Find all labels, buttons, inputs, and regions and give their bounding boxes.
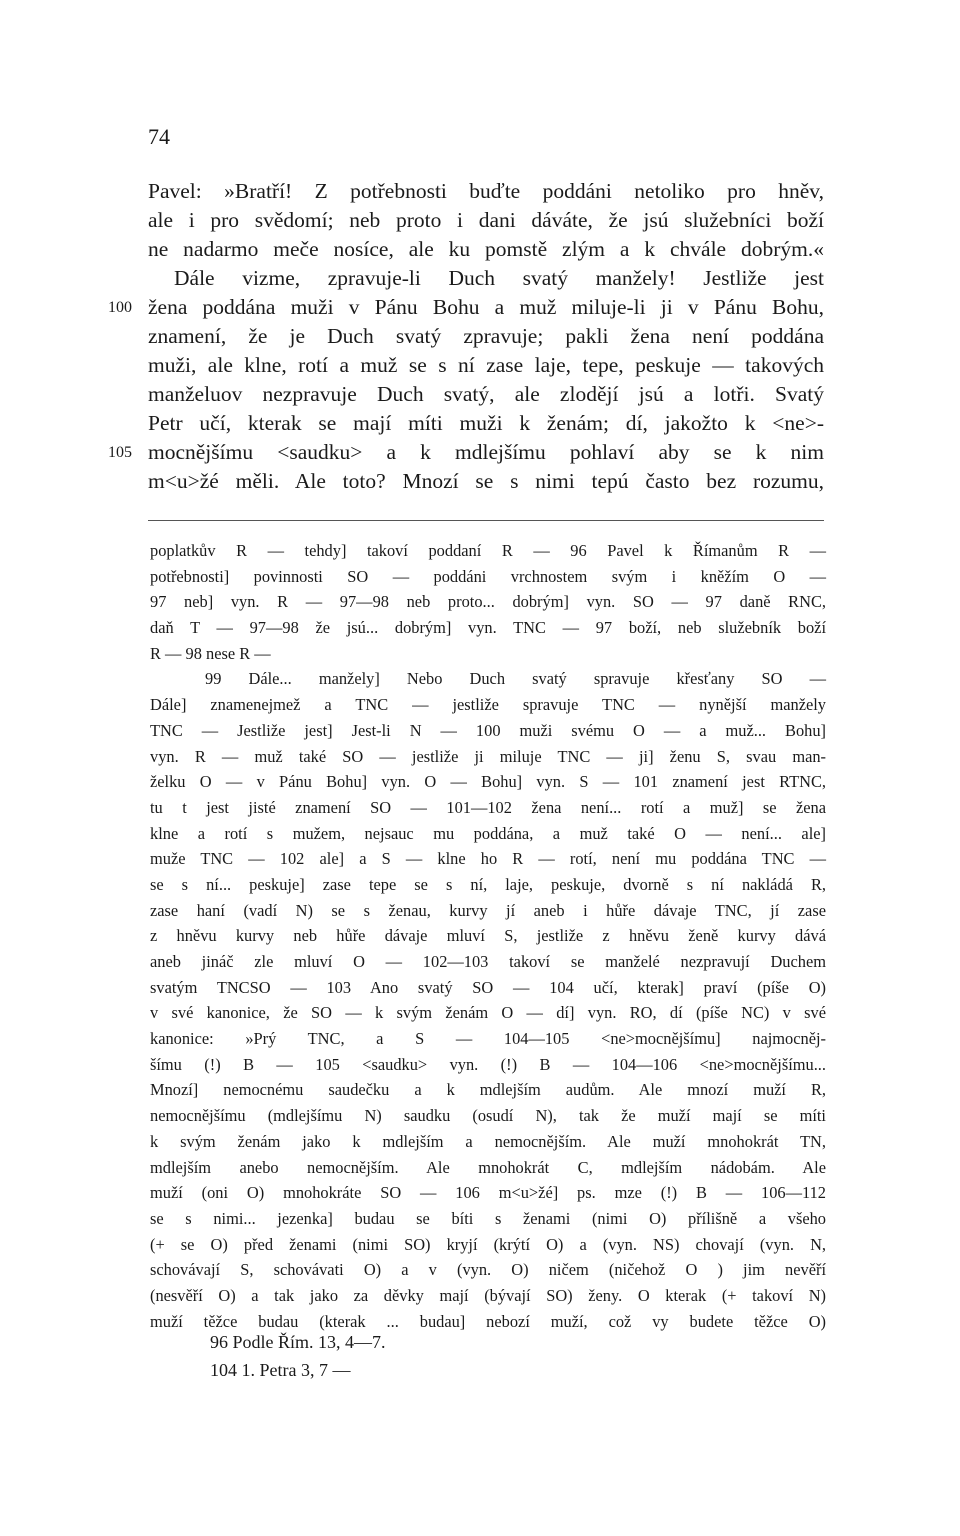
apparatus-line: se s ní... peskuje] zase tepe se s ní, laje, peskuje, dvorně s ní nakládá R, (150, 874, 826, 894)
apparatus-line: tu t jest jisté znamení SO — 101—102 žena není... rotí a muž] se žena (150, 797, 826, 817)
line-text: Dále vizme, zpravuje-li Duch svatý manžely! Jestliže jest (174, 266, 824, 290)
apparatus-line: kanonice: »Prý TNC, a S — 104—105 <ne>mocnějšímu] najmocněj- (150, 1029, 826, 1049)
apparatus-line: potřebnosti] povinnosti SO — poddáni vrchnostem svým i kněžím O — (150, 566, 826, 586)
main-text-line (108, 293, 824, 322)
apparatus-line: R — 98 nese R — (150, 643, 271, 663)
main-text-line (148, 322, 824, 351)
source-note: 96 Podle Řím. 13, 4—7. (210, 1332, 386, 1352)
apparatus-line: 97 neb] vyn. R — 97—98 neb proto... dobrým] vyn. SO — 97 daně RNC, (150, 592, 826, 612)
apparatus-line: 99 Dále... manžely] Nebo Duch svatý spravuje křesťany SO — (205, 669, 826, 689)
main-text-line (148, 235, 824, 264)
line-text: Petr učí, kterak se mají míti muži k ženám; dí, jakožto k <ne>- (148, 411, 824, 435)
main-text-line (108, 438, 824, 467)
line-text: mocnějšímu <saudku> a k mdlejšímu pohlaví aby se k nim (148, 440, 824, 464)
apparatus-line: mdlejším anebo nemocnějším. Ale mnohokrát C, mdlejším nádobám. Ale (150, 1157, 826, 1177)
apparatus-line: zase haní (vadí N) se s ženau, kurvy jí aneb i hůře dávaje TNC, jí zase (150, 900, 826, 920)
main-text (108, 177, 824, 496)
line-text: Pavel: »Bratří! Z potřebnosti buďte poddáni netoliko pro hněv, (148, 179, 824, 203)
footnote-separator (148, 520, 824, 521)
apparatus-line: v své kanonice, že SO — k svým ženám O — dí] vyn. RO, dí (píše NC) v své (150, 1003, 826, 1023)
apparatus-line: TNC — Jestliže jest] Jest-li N — 100 muži svému O — a muž... Bohu] (150, 720, 826, 740)
apparatus-line: schovávají S, schovávati O) a v (vyn. O) ničem (ničehož O ) jim nevěří (150, 1260, 826, 1280)
line-text: žena poddána muži v Pánu Bohu a muž miluje-li ji v Pánu Bohu, (148, 295, 824, 319)
apparatus-line: muží těžce budau (kterak ... budau] nebozí muží, což vy budete těžce O) (150, 1311, 826, 1331)
apparatus-line: vyn. R — muž také SO — jestliže ji miluje TNC — ji] ženu S, svau man- (150, 746, 826, 766)
main-text-line (148, 409, 824, 438)
line-text: m<u>žé měli. Ale toto? Mnozí se s nimi tepú často bez rozumu, (148, 469, 824, 493)
source-notes (210, 1328, 386, 1384)
apparatus-line: šímu (!) B — 105 <saudku> vyn. (!) B — 104—106 <ne>mocnějšímu... (150, 1054, 826, 1074)
line-text: znamení, že je Duch svatý zpravuje; pakli žena není poddána (148, 324, 824, 348)
apparatus-line: aneb jináč zle mluví O — 102—103 takoví se manželé nezpravují Duchem (150, 952, 826, 971)
apparatus-line: (+ se O) před ženami (nimi SO) kryjí (krýtí O) a (vyn. NS) chovají (vyn. N, (150, 1234, 826, 1254)
apparatus-line: nemocnějšímu (mdlejšímu N) saudku (osudí N), tak že muží mají se míti (150, 1106, 826, 1126)
apparatus-line: svatým TNCSO — 103 Ano svatý SO — 104 učí, kterak] praví (píše O) (150, 977, 826, 997)
apparatus-line: Mnozí] nemocnému saudečku a k mdlejším audům. Ale mnozí muží R, (150, 1080, 826, 1100)
apparatus-line: poplatkův R — tehdy] takoví poddaní R — 96 Pavel k Římanům R — (150, 541, 826, 560)
main-text-line (148, 264, 824, 293)
apparatus-line: (nesvěří O) a tak jako za děvky mají (bývají SO) ženy. O kterak (+ takoví N) (150, 1285, 826, 1305)
page-number: 74 (148, 124, 170, 149)
apparatus-line: daň T — 97—98 že jsú... dobrým] vyn. TNC — 97 boží, neb služebník boží (150, 618, 826, 638)
line-number: 100 (108, 299, 132, 316)
main-text-line (148, 380, 824, 409)
apparatus-line: z hněvu kurvy neb hůře dávaje mluví S, jestliže z hněvu ženě kurvy dává (150, 926, 826, 946)
main-text-line (148, 177, 824, 206)
apparatus-line: muží (oni O) mnohokráte SO — 106 m<u>žé] ps. mze (!) B — 106—112 (150, 1183, 826, 1203)
line-text: ne nadarmo meče nosíce, ale ku pomstě zlým a k chvále dobrým.« (148, 237, 824, 261)
main-text-line (148, 206, 824, 235)
apparatus-line: želku O — v Pánu Bohu] vyn. O — Bohu] vyn. S — 101 znamení jest RTNC, (150, 772, 826, 792)
line-text: manželuov nezpravuje Duch svatý, ale zlodějí jsú a lotři. Svatý (148, 382, 824, 406)
main-text-line (148, 467, 824, 496)
line-number: 105 (108, 444, 132, 461)
critical-apparatus (150, 538, 826, 1334)
main-text-line (148, 351, 824, 380)
apparatus-line: klne a rotí s mužem, nejsauc mu poddána, a muž také O — není... ale] (150, 823, 826, 843)
line-text: muži, ale klne, rotí a muž se s ní zase laje, tepe, peskuje — takových (148, 353, 824, 377)
source-note: 104 1. Petra 3, 7 — (210, 1360, 351, 1380)
apparatus-line: k svým ženám jako k mdlejším a nemocnějším. Ale muží mnohokrát TN, (150, 1131, 826, 1151)
apparatus-line: se s nimi... jezenka] budau se bíti s ženami (nimi O) přílišně a všeho (150, 1208, 826, 1228)
apparatus-line: muže TNC — 102 ale] a S — klne ho R — rotí, není mu poddána TNC — (150, 849, 826, 869)
apparatus-line: Dále] znamenejmež a TNC — jestliže spravuje TNC — nynější manžely (150, 695, 826, 715)
line-text: ale i pro svědomí; neb proto i dani dáváte, že jsú služebníci boží (148, 208, 824, 232)
